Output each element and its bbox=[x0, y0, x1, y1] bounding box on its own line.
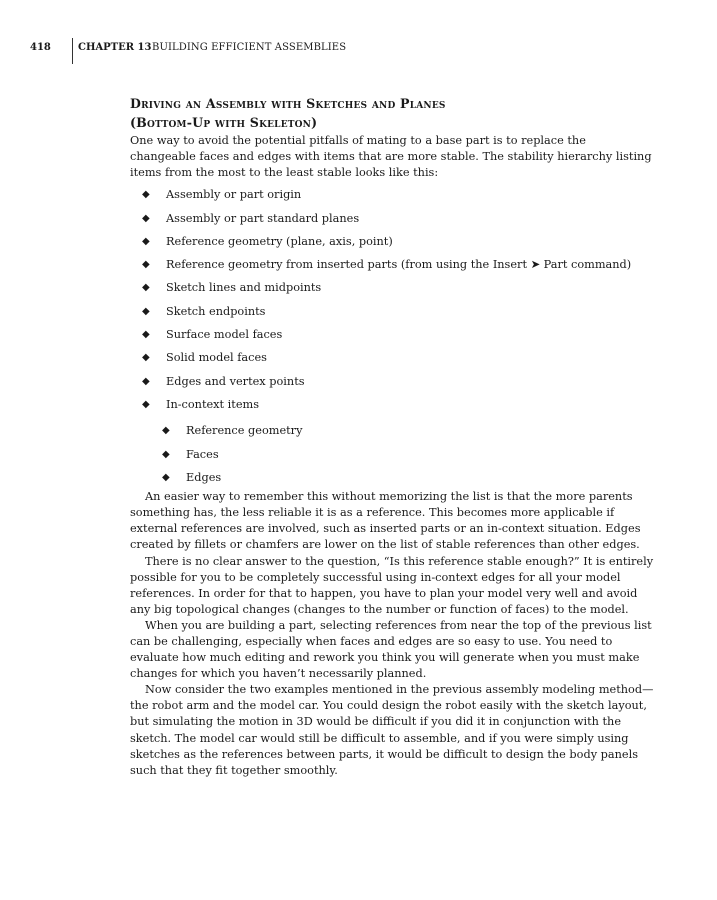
diamond-bullet-icon: ◆ bbox=[142, 259, 150, 271]
list-item: ◆ Sketch lines and midpoints bbox=[130, 276, 655, 299]
list-item: ◆ Assembly or part standard planes bbox=[130, 207, 655, 230]
chapter-title: BUILDING EFFICIENT ASSEMBLIES bbox=[152, 42, 347, 53]
diamond-bullet-icon: ◆ bbox=[162, 471, 170, 483]
body-paragraph: Now consider the two examples mentioned in the previous assembly modeling method—the robot arm and the model car. You could design the robot easily with the sketch layout, but simulating the motion in 3D would be difficult if you did it in conjunction with the sketch. The model car would still be difficult to assemble, and if you were simply using sketches as the references between parts, it would be difficult to design the body panels such that they fit together smoothly. bbox=[130, 683, 654, 777]
list-item: ◆ Reference geometry from inserted parts (from using the Insert ➤ Part command) bbox=[130, 253, 655, 276]
sublist-item: ◆ Reference geometry bbox=[130, 419, 655, 442]
diamond-bullet-icon: ◆ bbox=[162, 425, 170, 437]
diamond-bullet-icon: ◆ bbox=[142, 212, 150, 224]
list-item: ◆ In-context items bbox=[130, 393, 655, 416]
in-context-sublist bbox=[130, 419, 655, 489]
sublist-item: ◆ Faces bbox=[130, 443, 655, 466]
list-item: ◆ Solid model faces bbox=[130, 346, 655, 369]
diamond-bullet-icon: ◆ bbox=[142, 352, 150, 364]
list-item: ◆ Surface model faces bbox=[130, 323, 655, 346]
diamond-bullet-icon: ◆ bbox=[162, 448, 170, 460]
list-item: ◆ Sketch endpoints bbox=[130, 300, 655, 323]
header-divider bbox=[72, 38, 73, 64]
section-heading bbox=[130, 94, 655, 132]
diamond-bullet-icon: ◆ bbox=[142, 235, 150, 247]
diamond-bullet-icon: ◆ bbox=[142, 375, 150, 387]
diamond-bullet-icon: ◆ bbox=[142, 189, 150, 201]
body-paragraph: An easier way to remember this without memorizing the list is that the more parents something has, the less reliable it is as a reference. This becomes more applicable if external references are involved, such as inserted parts or an in-context situation. Edges created by fillets or chamfers are lower on the list of stable references than other edges. bbox=[130, 490, 641, 552]
body-paragraph: When you are building a part, selecting references from near the top of the previous list can be challenging, especially when faces and edges are so easy to use. You need to evaluate how much editing and rework you think you will generate when you must make changes for which you haven’t necessarily planned. bbox=[130, 618, 652, 681]
diamond-bullet-icon: ◆ bbox=[142, 329, 150, 341]
page-number: 418 bbox=[30, 42, 51, 53]
diamond-bullet-icon: ◆ bbox=[142, 305, 150, 317]
diamond-bullet-icon: ◆ bbox=[142, 398, 150, 410]
chapter-label: CHAPTER 13 bbox=[78, 42, 152, 53]
section-heading-line2: (Bottom-Up with Skeleton) bbox=[130, 115, 318, 130]
running-header bbox=[30, 38, 630, 64]
list-item: ◆ Edges and vertex points bbox=[130, 370, 655, 393]
sublist-item: ◆ Edges bbox=[130, 466, 655, 489]
list-item: ◆ Assembly or part origin bbox=[130, 183, 655, 206]
page-body bbox=[130, 94, 655, 779]
stability-list bbox=[130, 183, 655, 416]
list-item: ◆ Reference geometry (plane, axis, point) bbox=[130, 230, 655, 253]
body-paragraph: There is no clear answer to the question, “Is this reference stable enough?” It is entirely possible for you to be completely successful using in-context edges for all your model references. In order for that to happen, you have to plan your model very well and avoid any big topological changes (changes to the number or function of faces) to the model. bbox=[130, 554, 654, 616]
section-heading-line1: Driving an Assembly with Sketches and Planes bbox=[130, 96, 446, 111]
intro-paragraph: One way to avoid the potential pitfalls of mating to a base part is to replace the changeable faces and edges with items that are more stable. The stability hierarchy listing items from the most to the least stable looks like this: bbox=[130, 134, 652, 180]
diamond-bullet-icon: ◆ bbox=[142, 282, 150, 294]
